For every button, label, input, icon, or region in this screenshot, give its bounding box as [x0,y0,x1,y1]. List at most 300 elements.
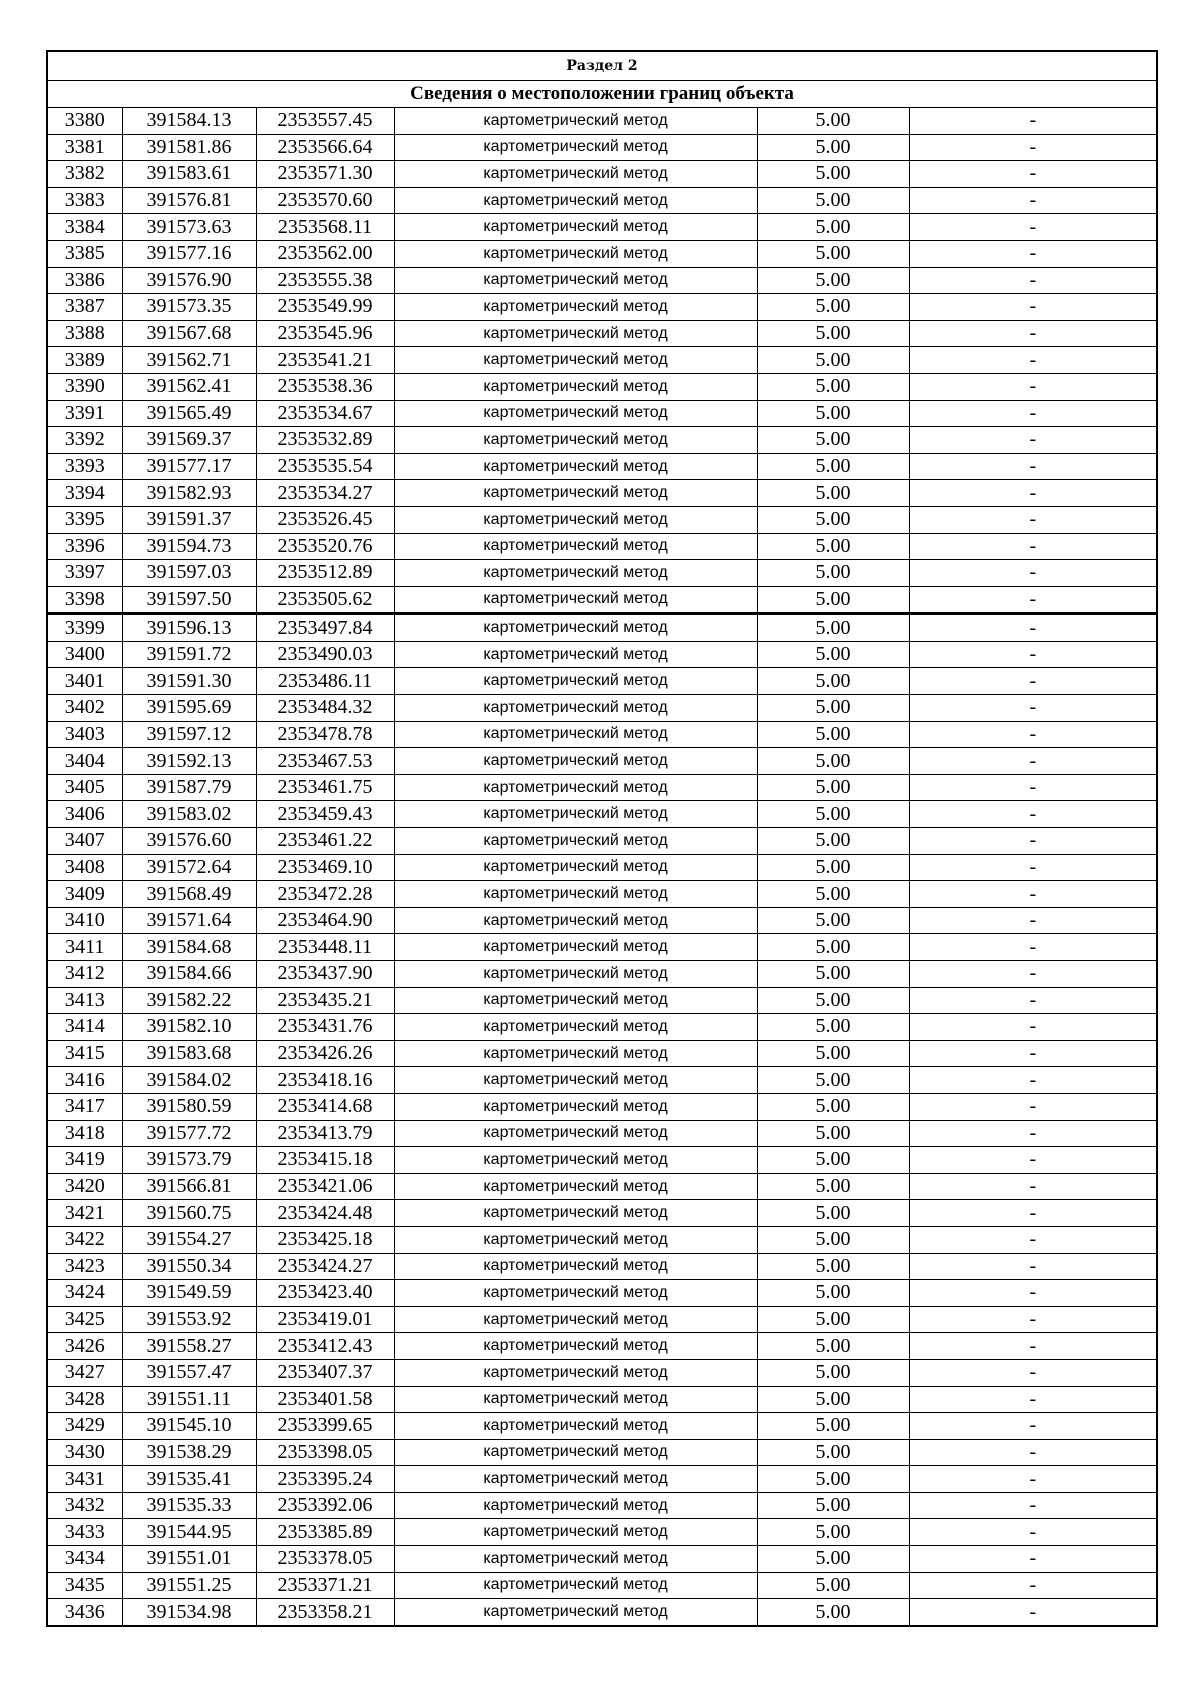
table-row [47,1546,1157,1573]
description-cell: - [909,134,1157,161]
point-number-cell: 3388 [47,320,122,347]
point-number-cell: 3422 [47,1226,122,1253]
point-number-cell: 3435 [47,1572,122,1599]
table-row [47,161,1157,188]
point-number-cell: 3426 [47,1333,122,1360]
accuracy-cell: 5.00 [757,721,909,748]
description-cell: - [909,614,1157,642]
table-row [47,668,1157,695]
method-cell: картометрический метод [394,1200,757,1227]
description-cell: - [909,347,1157,374]
accuracy-cell: 5.00 [757,1226,909,1253]
method-cell: картометрический метод [394,480,757,507]
description-cell: - [909,533,1157,560]
method-cell: картометрический метод [394,854,757,881]
x-coordinate-cell: 391554.27 [122,1226,256,1253]
method-cell: картометрический метод [394,1492,757,1519]
point-number-cell: 3397 [47,560,122,587]
description-cell: - [909,187,1157,214]
description-cell: - [909,1014,1157,1041]
accuracy-cell: 5.00 [757,1333,909,1360]
point-number-cell: 3425 [47,1306,122,1333]
table-row [47,1439,1157,1466]
accuracy-cell: 5.00 [757,1359,909,1386]
x-coordinate-cell: 391550.34 [122,1253,256,1280]
document-page [46,50,1156,1627]
x-coordinate-cell: 391565.49 [122,400,256,427]
method-cell: картометрический метод [394,961,757,988]
accuracy-cell: 5.00 [757,987,909,1014]
x-coordinate-cell: 391573.79 [122,1147,256,1174]
method-cell: картометрический метод [394,1439,757,1466]
method-cell: картометрический метод [394,1040,757,1067]
point-number-cell: 3401 [47,668,122,695]
x-coordinate-cell: 391571.64 [122,907,256,934]
accuracy-cell: 5.00 [757,134,909,161]
point-number-cell: 3423 [47,1253,122,1280]
description-cell: - [909,1040,1157,1067]
y-coordinate-cell: 2353418.16 [256,1067,394,1094]
x-coordinate-cell: 391597.12 [122,721,256,748]
table-row [47,586,1157,614]
point-number-cell: 3382 [47,161,122,188]
y-coordinate-cell: 2353378.05 [256,1546,394,1573]
method-cell: картометрический метод [394,641,757,668]
description-cell: - [909,161,1157,188]
accuracy-cell: 5.00 [757,1200,909,1227]
section-header-row [47,51,1157,81]
point-number-cell: 3418 [47,1120,122,1147]
point-number-cell: 3430 [47,1439,122,1466]
accuracy-cell: 5.00 [757,961,909,988]
point-number-cell: 3386 [47,267,122,294]
description-cell: - [909,1200,1157,1227]
method-cell: картометрический метод [394,1147,757,1174]
description-cell: - [909,373,1157,400]
accuracy-cell: 5.00 [757,1546,909,1573]
method-cell: картометрический метод [394,134,757,161]
accuracy-cell: 5.00 [757,907,909,934]
method-cell: картометрический метод [394,614,757,642]
x-coordinate-cell: 391577.16 [122,240,256,267]
description-cell: - [909,1120,1157,1147]
method-cell: картометрический метод [394,1572,757,1599]
point-number-cell: 3424 [47,1280,122,1307]
method-cell: картометрический метод [394,721,757,748]
table-row [47,294,1157,321]
point-number-cell: 3421 [47,1200,122,1227]
table-row [47,774,1157,801]
description-cell: - [909,1306,1157,1333]
x-coordinate-cell: 391557.47 [122,1359,256,1386]
y-coordinate-cell: 2353545.96 [256,320,394,347]
y-coordinate-cell: 2353437.90 [256,961,394,988]
x-coordinate-cell: 391580.59 [122,1093,256,1120]
y-coordinate-cell: 2353478.78 [256,721,394,748]
point-number-cell: 3393 [47,453,122,480]
accuracy-cell: 5.00 [757,668,909,695]
description-cell: - [909,934,1157,961]
x-coordinate-cell: 391573.63 [122,214,256,241]
table-row [47,187,1157,214]
description-cell: - [909,1147,1157,1174]
x-coordinate-cell: 391569.37 [122,427,256,454]
description-cell: - [909,1333,1157,1360]
accuracy-cell: 5.00 [757,1466,909,1493]
accuracy-cell: 5.00 [757,533,909,560]
accuracy-cell: 5.00 [757,480,909,507]
description-cell: - [909,748,1157,775]
method-cell: картометрический метод [394,695,757,722]
accuracy-cell: 5.00 [757,1253,909,1280]
table-row [47,480,1157,507]
x-coordinate-cell: 391562.71 [122,347,256,374]
method-cell: картометрический метод [394,748,757,775]
method-cell: картометрический метод [394,586,757,614]
method-cell: картометрический метод [394,427,757,454]
table-row [47,961,1157,988]
accuracy-cell: 5.00 [757,1280,909,1307]
method-cell: картометрический метод [394,1599,757,1626]
table-row [47,400,1157,427]
method-cell: картометрический метод [394,1226,757,1253]
table-row [47,240,1157,267]
point-number-cell: 3405 [47,774,122,801]
y-coordinate-cell: 2353415.18 [256,1147,394,1174]
description-cell: - [909,453,1157,480]
accuracy-cell: 5.00 [757,453,909,480]
x-coordinate-cell: 391594.73 [122,533,256,560]
table-row [47,320,1157,347]
boundary-table-body [47,51,1157,1626]
accuracy-cell: 5.00 [757,1014,909,1041]
accuracy-cell: 5.00 [757,1173,909,1200]
accuracy-cell: 5.00 [757,1572,909,1599]
y-coordinate-cell: 2353459.43 [256,801,394,828]
table-row [47,1572,1157,1599]
accuracy-cell: 5.00 [757,1413,909,1440]
table-row [47,1413,1157,1440]
description-cell: - [909,1280,1157,1307]
point-number-cell: 3406 [47,801,122,828]
accuracy-cell: 5.00 [757,560,909,587]
y-coordinate-cell: 2353398.05 [256,1439,394,1466]
description-cell: - [909,506,1157,533]
y-coordinate-cell: 2353526.45 [256,506,394,533]
method-cell: картометрический метод [394,1466,757,1493]
point-number-cell: 3387 [47,294,122,321]
point-number-cell: 3404 [47,748,122,775]
y-coordinate-cell: 2353461.22 [256,828,394,855]
y-coordinate-cell: 2353435.21 [256,987,394,1014]
description-cell: - [909,1492,1157,1519]
description-cell: - [909,240,1157,267]
table-row [47,907,1157,934]
description-cell: - [909,828,1157,855]
y-coordinate-cell: 2353520.76 [256,533,394,560]
x-coordinate-cell: 391553.92 [122,1306,256,1333]
table-row [47,1120,1157,1147]
point-number-cell: 3419 [47,1147,122,1174]
y-coordinate-cell: 2353371.21 [256,1572,394,1599]
x-coordinate-cell: 391582.10 [122,1014,256,1041]
x-coordinate-cell: 391549.59 [122,1280,256,1307]
accuracy-cell: 5.00 [757,1519,909,1546]
accuracy-cell: 5.00 [757,641,909,668]
x-coordinate-cell: 391584.68 [122,934,256,961]
y-coordinate-cell: 2353534.67 [256,400,394,427]
x-coordinate-cell: 391584.02 [122,1067,256,1094]
description-cell: - [909,641,1157,668]
accuracy-cell: 5.00 [757,1599,909,1626]
x-coordinate-cell: 391583.61 [122,161,256,188]
x-coordinate-cell: 391576.81 [122,187,256,214]
y-coordinate-cell: 2353532.89 [256,427,394,454]
y-coordinate-cell: 2353448.11 [256,934,394,961]
point-number-cell: 3432 [47,1492,122,1519]
y-coordinate-cell: 2353549.99 [256,294,394,321]
point-number-cell: 3403 [47,721,122,748]
x-coordinate-cell: 391567.68 [122,320,256,347]
y-coordinate-cell: 2353431.76 [256,1014,394,1041]
table-row [47,1280,1157,1307]
point-number-cell: 3414 [47,1014,122,1041]
x-coordinate-cell: 391534.98 [122,1599,256,1626]
y-coordinate-cell: 2353426.26 [256,1040,394,1067]
x-coordinate-cell: 391576.90 [122,267,256,294]
point-number-cell: 3399 [47,614,122,642]
x-coordinate-cell: 391576.60 [122,828,256,855]
section-title: Раздел 2 [47,51,1157,81]
point-number-cell: 3391 [47,400,122,427]
description-cell: - [909,1439,1157,1466]
method-cell: картометрический метод [394,347,757,374]
y-coordinate-cell: 2353423.40 [256,1280,394,1307]
method-cell: картометрический метод [394,1386,757,1413]
point-number-cell: 3416 [47,1067,122,1094]
accuracy-cell: 5.00 [757,801,909,828]
point-number-cell: 3413 [47,987,122,1014]
y-coordinate-cell: 2353566.64 [256,134,394,161]
point-number-cell: 3402 [47,695,122,722]
point-number-cell: 3420 [47,1173,122,1200]
description-cell: - [909,427,1157,454]
x-coordinate-cell: 391568.49 [122,881,256,908]
table-row [47,1200,1157,1227]
description-cell: - [909,1253,1157,1280]
method-cell: картометрический метод [394,108,757,135]
method-cell: картометрический метод [394,214,757,241]
method-cell: картометрический метод [394,453,757,480]
method-cell: картометрический метод [394,1093,757,1120]
accuracy-cell: 5.00 [757,1439,909,1466]
y-coordinate-cell: 2353424.48 [256,1200,394,1227]
method-cell: картометрический метод [394,240,757,267]
x-coordinate-cell: 391582.93 [122,480,256,507]
accuracy-cell: 5.00 [757,1306,909,1333]
method-cell: картометрический метод [394,1067,757,1094]
table-row [47,1359,1157,1386]
description-cell: - [909,881,1157,908]
table-row [47,695,1157,722]
accuracy-cell: 5.00 [757,427,909,454]
method-cell: картометрический метод [394,801,757,828]
point-number-cell: 3389 [47,347,122,374]
point-number-cell: 3408 [47,854,122,881]
description-cell: - [909,854,1157,881]
y-coordinate-cell: 2353535.54 [256,453,394,480]
method-cell: картометрический метод [394,1519,757,1546]
accuracy-cell: 5.00 [757,240,909,267]
x-coordinate-cell: 391544.95 [122,1519,256,1546]
x-coordinate-cell: 391573.35 [122,294,256,321]
method-cell: картометрический метод [394,294,757,321]
description-cell: - [909,560,1157,587]
table-row [47,108,1157,135]
table-row [47,134,1157,161]
point-number-cell: 3384 [47,214,122,241]
description-cell: - [909,1466,1157,1493]
accuracy-cell: 5.00 [757,695,909,722]
accuracy-cell: 5.00 [757,1386,909,1413]
accuracy-cell: 5.00 [757,774,909,801]
table-row [47,1492,1157,1519]
x-coordinate-cell: 391551.11 [122,1386,256,1413]
method-cell: картометрический метод [394,934,757,961]
method-cell: картометрический метод [394,881,757,908]
description-cell: - [909,108,1157,135]
point-number-cell: 3398 [47,586,122,614]
x-coordinate-cell: 391581.86 [122,134,256,161]
description-cell: - [909,214,1157,241]
accuracy-cell: 5.00 [757,320,909,347]
description-cell: - [909,1519,1157,1546]
table-row [47,881,1157,908]
y-coordinate-cell: 2353399.65 [256,1413,394,1440]
point-number-cell: 3394 [47,480,122,507]
table-row [47,373,1157,400]
y-coordinate-cell: 2353570.60 [256,187,394,214]
y-coordinate-cell: 2353401.58 [256,1386,394,1413]
method-cell: картометрический метод [394,400,757,427]
table-row [47,506,1157,533]
point-number-cell: 3411 [47,934,122,961]
accuracy-cell: 5.00 [757,934,909,961]
table-row [47,1306,1157,1333]
accuracy-cell: 5.00 [757,373,909,400]
accuracy-cell: 5.00 [757,1147,909,1174]
description-cell: - [909,1093,1157,1120]
table-row [47,267,1157,294]
table-row [47,854,1157,881]
accuracy-cell: 5.00 [757,347,909,374]
accuracy-cell: 5.00 [757,506,909,533]
method-cell: картометрический метод [394,1546,757,1573]
description-cell: - [909,480,1157,507]
accuracy-cell: 5.00 [757,267,909,294]
y-coordinate-cell: 2353562.00 [256,240,394,267]
point-number-cell: 3395 [47,506,122,533]
point-number-cell: 3436 [47,1599,122,1626]
table-row [47,560,1157,587]
method-cell: картометрический метод [394,187,757,214]
point-number-cell: 3433 [47,1519,122,1546]
accuracy-cell: 5.00 [757,214,909,241]
table-row [47,721,1157,748]
y-coordinate-cell: 2353484.32 [256,695,394,722]
description-cell: - [909,267,1157,294]
method-cell: картометрический метод [394,560,757,587]
y-coordinate-cell: 2353413.79 [256,1120,394,1147]
y-coordinate-cell: 2353534.27 [256,480,394,507]
y-coordinate-cell: 2353425.18 [256,1226,394,1253]
method-cell: картометрический метод [394,373,757,400]
y-coordinate-cell: 2353472.28 [256,881,394,908]
table-row [47,347,1157,374]
point-number-cell: 3428 [47,1386,122,1413]
table-title-row [47,81,1157,108]
point-number-cell: 3412 [47,961,122,988]
description-cell: - [909,1359,1157,1386]
table-row [47,1067,1157,1094]
x-coordinate-cell: 391582.22 [122,987,256,1014]
table-row [47,1466,1157,1493]
x-coordinate-cell: 391595.69 [122,695,256,722]
method-cell: картометрический метод [394,1253,757,1280]
method-cell: картометрический метод [394,828,757,855]
method-cell: картометрический метод [394,1120,757,1147]
accuracy-cell: 5.00 [757,1120,909,1147]
x-coordinate-cell: 391592.13 [122,748,256,775]
x-coordinate-cell: 391584.66 [122,961,256,988]
accuracy-cell: 5.00 [757,294,909,321]
y-coordinate-cell: 2353469.10 [256,854,394,881]
x-coordinate-cell: 391545.10 [122,1413,256,1440]
x-coordinate-cell: 391566.81 [122,1173,256,1200]
y-coordinate-cell: 2353557.45 [256,108,394,135]
point-number-cell: 3409 [47,881,122,908]
point-number-cell: 3385 [47,240,122,267]
description-cell: - [909,695,1157,722]
x-coordinate-cell: 391551.01 [122,1546,256,1573]
x-coordinate-cell: 391591.30 [122,668,256,695]
description-cell: - [909,1173,1157,1200]
table-row [47,1519,1157,1546]
method-cell: картометрический метод [394,533,757,560]
x-coordinate-cell: 391535.33 [122,1492,256,1519]
description-cell: - [909,987,1157,1014]
description-cell: - [909,400,1157,427]
y-coordinate-cell: 2353497.84 [256,614,394,642]
table-row [47,934,1157,961]
y-coordinate-cell: 2353568.11 [256,214,394,241]
point-number-cell: 3415 [47,1040,122,1067]
method-cell: картометрический метод [394,1333,757,1360]
point-number-cell: 3380 [47,108,122,135]
x-coordinate-cell: 391562.41 [122,373,256,400]
x-coordinate-cell: 391597.50 [122,586,256,614]
description-cell: - [909,320,1157,347]
x-coordinate-cell: 391584.13 [122,108,256,135]
table-title: Сведения о местоположении границ объекта [47,81,1157,108]
method-cell: картометрический метод [394,267,757,294]
table-row [47,1147,1157,1174]
table-row [47,1333,1157,1360]
x-coordinate-cell: 391560.75 [122,1200,256,1227]
method-cell: картометрический метод [394,774,757,801]
x-coordinate-cell: 391577.17 [122,453,256,480]
method-cell: картометрический метод [394,1306,757,1333]
